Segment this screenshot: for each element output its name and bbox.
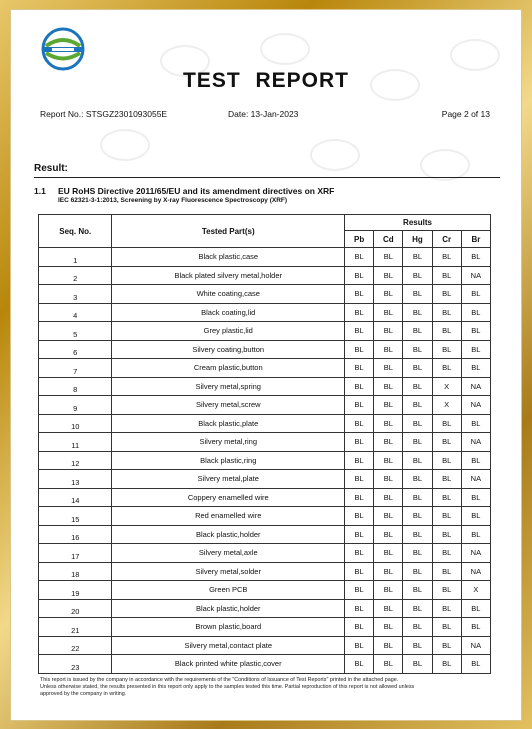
result-cell: BL — [432, 599, 461, 618]
part-cell: Black plastic,holder — [112, 525, 345, 544]
result-cell: BL — [374, 470, 403, 489]
section-divider — [34, 177, 500, 178]
result-cell: BL — [374, 618, 403, 637]
result-cell: BL — [432, 451, 461, 470]
result-cell: BL — [432, 618, 461, 637]
result-cell: BL — [461, 655, 490, 674]
table-row — [39, 618, 491, 637]
element-header-hg: Hg — [403, 231, 432, 248]
subsection-title: EU RoHS Directive 2011/65/EU and its amendment directives on XRF — [58, 186, 335, 196]
results-body — [39, 248, 491, 674]
result-cell: NA — [461, 377, 490, 396]
part-cell: Silvery coating,button — [112, 340, 345, 359]
result-cell: BL — [345, 488, 374, 507]
result-cell: BL — [345, 636, 374, 655]
seq-cell: 22 — [39, 636, 112, 655]
result-cell: BL — [461, 488, 490, 507]
part-cell: Black coating,lid — [112, 303, 345, 322]
part-cell: Silvery metal,spring — [112, 377, 345, 396]
watermark-icon — [450, 39, 500, 71]
seq-cell: 19 — [39, 581, 112, 600]
seq-header: Seq. No. — [39, 215, 112, 248]
element-header-cr: Cr — [432, 231, 461, 248]
result-cell: BL — [345, 414, 374, 433]
result-cell: BL — [345, 285, 374, 304]
result-cell: BL — [403, 544, 432, 563]
table-row — [39, 470, 491, 489]
result-cell: BL — [374, 377, 403, 396]
result-cell: BL — [432, 544, 461, 563]
table-row — [39, 599, 491, 618]
result-cell: BL — [461, 507, 490, 526]
part-cell: Brown plastic,board — [112, 618, 345, 637]
part-cell: Silvery metal,ring — [112, 433, 345, 452]
page-number: Page 2 of 13 — [441, 109, 490, 119]
subsection-heading — [34, 186, 334, 196]
part-cell: White coating,case — [112, 285, 345, 304]
part-cell: Grey plastic,lid — [112, 322, 345, 341]
result-cell: BL — [345, 599, 374, 618]
result-cell: BL — [374, 599, 403, 618]
result-cell: BL — [432, 359, 461, 378]
seq-cell: 17 — [39, 544, 112, 563]
part-cell: Red enamelled wire — [112, 507, 345, 526]
table-row — [39, 266, 491, 285]
result-cell: BL — [403, 525, 432, 544]
result-cell: BL — [403, 599, 432, 618]
result-cell: BL — [374, 433, 403, 452]
table-row — [39, 340, 491, 359]
result-cell: BL — [403, 451, 432, 470]
part-cell: Silvery metal,solder — [112, 562, 345, 581]
results-header: Results — [345, 215, 491, 231]
result-cell: BL — [432, 636, 461, 655]
result-cell: BL — [345, 396, 374, 415]
part-cell: Green PCB — [112, 581, 345, 600]
part-cell: Cream plastic,button — [112, 359, 345, 378]
result-cell: BL — [461, 340, 490, 359]
element-header-br: Br — [461, 231, 490, 248]
result-cell: BL — [345, 562, 374, 581]
result-cell: BL — [345, 581, 374, 600]
table-row — [39, 544, 491, 563]
result-cell: BL — [403, 488, 432, 507]
result-cell: BL — [345, 377, 374, 396]
result-cell: BL — [403, 359, 432, 378]
table-row — [39, 322, 491, 341]
part-cell: Black plastic,ring — [112, 451, 345, 470]
result-cell: BL — [374, 248, 403, 267]
result-cell: BL — [461, 451, 490, 470]
seq-cell: 1 — [39, 248, 112, 267]
result-cell: BL — [461, 322, 490, 341]
sts-logo-icon — [40, 26, 86, 72]
seq-cell: 12 — [39, 451, 112, 470]
result-cell: BL — [374, 322, 403, 341]
result-cell: BL — [374, 525, 403, 544]
result-cell: BL — [374, 285, 403, 304]
result-cell: BL — [345, 266, 374, 285]
element-header-pb: Pb — [345, 231, 374, 248]
result-cell: BL — [345, 451, 374, 470]
result-cell: BL — [374, 340, 403, 359]
result-cell: BL — [403, 562, 432, 581]
result-cell: BL — [432, 285, 461, 304]
result-cell: BL — [432, 303, 461, 322]
result-cell: BL — [432, 488, 461, 507]
table-row — [39, 303, 491, 322]
result-cell: NA — [461, 544, 490, 563]
seq-cell: 14 — [39, 488, 112, 507]
result-cell: BL — [461, 303, 490, 322]
table-row — [39, 507, 491, 526]
result-cell: NA — [461, 396, 490, 415]
result-cell: BL — [403, 266, 432, 285]
seq-cell: 20 — [39, 599, 112, 618]
result-cell: BL — [374, 581, 403, 600]
result-cell: BL — [374, 414, 403, 433]
result-cell: BL — [403, 303, 432, 322]
seq-cell: 23 — [39, 655, 112, 674]
result-cell: BL — [345, 340, 374, 359]
result-cell: X — [432, 396, 461, 415]
test-method: IEC 62321-3-1:2013, Screening by X-ray Fluorescence Spectroscopy (XRF) — [58, 197, 288, 204]
result-cell: BL — [345, 470, 374, 489]
result-cell: BL — [432, 248, 461, 267]
result-cell: BL — [432, 525, 461, 544]
result-cell: BL — [432, 340, 461, 359]
table-row — [39, 396, 491, 415]
result-cell: BL — [403, 340, 432, 359]
report-number: Report No.: STSGZ2301093055E — [40, 109, 168, 119]
table-row — [39, 377, 491, 396]
result-cell: BL — [461, 525, 490, 544]
subsection-number: 1.1 — [34, 186, 46, 196]
result-cell: BL — [345, 525, 374, 544]
part-cell: Silvery metal,contact plate — [112, 636, 345, 655]
part-cell: Black plated silvery metal,holder — [112, 266, 345, 285]
report-title: TEST REPORT — [182, 69, 349, 92]
table-row — [39, 414, 491, 433]
result-cell: BL — [461, 285, 490, 304]
table-row — [39, 285, 491, 304]
seq-cell: 16 — [39, 525, 112, 544]
result-cell: BL — [461, 359, 490, 378]
table-row — [39, 248, 491, 267]
result-cell: BL — [432, 266, 461, 285]
result-cell: BL — [345, 618, 374, 637]
result-cell: BL — [374, 488, 403, 507]
result-cell: BL — [403, 581, 432, 600]
seq-cell: 4 — [39, 303, 112, 322]
table-row — [39, 581, 491, 600]
result-cell: BL — [432, 581, 461, 600]
result-cell: BL — [345, 655, 374, 674]
result-cell: BL — [432, 562, 461, 581]
part-cell: Silvery metal,plate — [112, 470, 345, 489]
result-cell: BL — [403, 507, 432, 526]
result-cell: NA — [461, 562, 490, 581]
seq-cell: 9 — [39, 396, 112, 415]
element-header-cd: Cd — [374, 231, 403, 248]
result-cell: BL — [374, 266, 403, 285]
table-row — [39, 433, 491, 452]
result-cell: BL — [374, 396, 403, 415]
result-cell: NA — [461, 470, 490, 489]
result-cell: BL — [403, 414, 432, 433]
footer-line: approved by the company in writing. — [40, 691, 127, 697]
result-cell: BL — [461, 618, 490, 637]
result-cell: NA — [461, 636, 490, 655]
result-cell: BL — [403, 433, 432, 452]
seq-cell: 3 — [39, 285, 112, 304]
part-cell: Black plastic,plate — [112, 414, 345, 433]
result-cell: BL — [403, 322, 432, 341]
table-row — [39, 655, 491, 674]
result-cell: BL — [345, 433, 374, 452]
result-cell: BL — [374, 359, 403, 378]
table-row — [39, 525, 491, 544]
result-cell: BL — [432, 655, 461, 674]
seq-cell: 11 — [39, 433, 112, 452]
footer-disclaimer — [40, 677, 505, 698]
result-cell: BL — [403, 396, 432, 415]
result-cell: BL — [432, 507, 461, 526]
table-row — [39, 562, 491, 581]
result-cell: BL — [432, 470, 461, 489]
result-cell: BL — [345, 322, 374, 341]
result-cell: BL — [374, 451, 403, 470]
result-cell: BL — [403, 636, 432, 655]
result-cell: BL — [374, 507, 403, 526]
results-table — [38, 214, 491, 674]
result-cell: BL — [432, 414, 461, 433]
table-row — [39, 636, 491, 655]
result-cell: BL — [374, 544, 403, 563]
seq-cell: 5 — [39, 322, 112, 341]
report-date: Date: 13-Jan-2023 — [228, 109, 299, 119]
seq-cell: 7 — [39, 359, 112, 378]
result-cell: BL — [345, 359, 374, 378]
seq-cell: 8 — [39, 377, 112, 396]
result-cell: BL — [403, 377, 432, 396]
result-cell: BL — [374, 636, 403, 655]
result-cell: BL — [345, 544, 374, 563]
part-cell: Black plastic,holder — [112, 599, 345, 618]
seq-cell: 21 — [39, 618, 112, 637]
result-cell: X — [461, 581, 490, 600]
watermark-icon — [260, 33, 310, 65]
result-cell: BL — [374, 655, 403, 674]
footer-line: This report is issued by the company in accordance with the requirements of the "Conditions of Issuance of Test Reports" printed in the attached page. — [40, 677, 399, 683]
watermark-icon — [310, 139, 360, 171]
result-cell: BL — [403, 248, 432, 267]
result-cell: BL — [403, 655, 432, 674]
part-cell: Black plastic,case — [112, 248, 345, 267]
section-title: Result: — [34, 163, 68, 174]
result-cell: BL — [345, 303, 374, 322]
result-cell: BL — [403, 470, 432, 489]
result-cell: BL — [461, 599, 490, 618]
seq-cell: 13 — [39, 470, 112, 489]
seq-cell: 10 — [39, 414, 112, 433]
result-cell: X — [432, 377, 461, 396]
result-cell: BL — [432, 433, 461, 452]
result-cell: BL — [345, 248, 374, 267]
part-cell: Silvery metal,screw — [112, 396, 345, 415]
result-cell: NA — [461, 266, 490, 285]
seq-cell: 15 — [39, 507, 112, 526]
seq-cell: 6 — [39, 340, 112, 359]
part-cell: Black printed white plastic,cover — [112, 655, 345, 674]
report-page — [10, 9, 522, 721]
part-cell: Coppery enamelled wire — [112, 488, 345, 507]
result-cell: BL — [403, 618, 432, 637]
result-cell: BL — [461, 414, 490, 433]
result-cell: BL — [432, 322, 461, 341]
table-row — [39, 359, 491, 378]
part-header: Tested Part(s) — [112, 215, 345, 248]
table-row — [39, 488, 491, 507]
seq-cell: 18 — [39, 562, 112, 581]
watermark-icon — [100, 129, 150, 161]
result-cell: BL — [403, 285, 432, 304]
result-cell: BL — [345, 507, 374, 526]
footer-line: Unless otherwise stated, the results presented in this report only apply to the samples tested this time. Partial reproduction of this report is not allowed unless — [40, 684, 415, 690]
result-cell: BL — [374, 303, 403, 322]
result-cell: NA — [461, 433, 490, 452]
seq-cell: 2 — [39, 266, 112, 285]
table-row — [39, 451, 491, 470]
part-cell: Silvery metal,axle — [112, 544, 345, 563]
result-cell: BL — [374, 562, 403, 581]
result-cell: BL — [461, 248, 490, 267]
